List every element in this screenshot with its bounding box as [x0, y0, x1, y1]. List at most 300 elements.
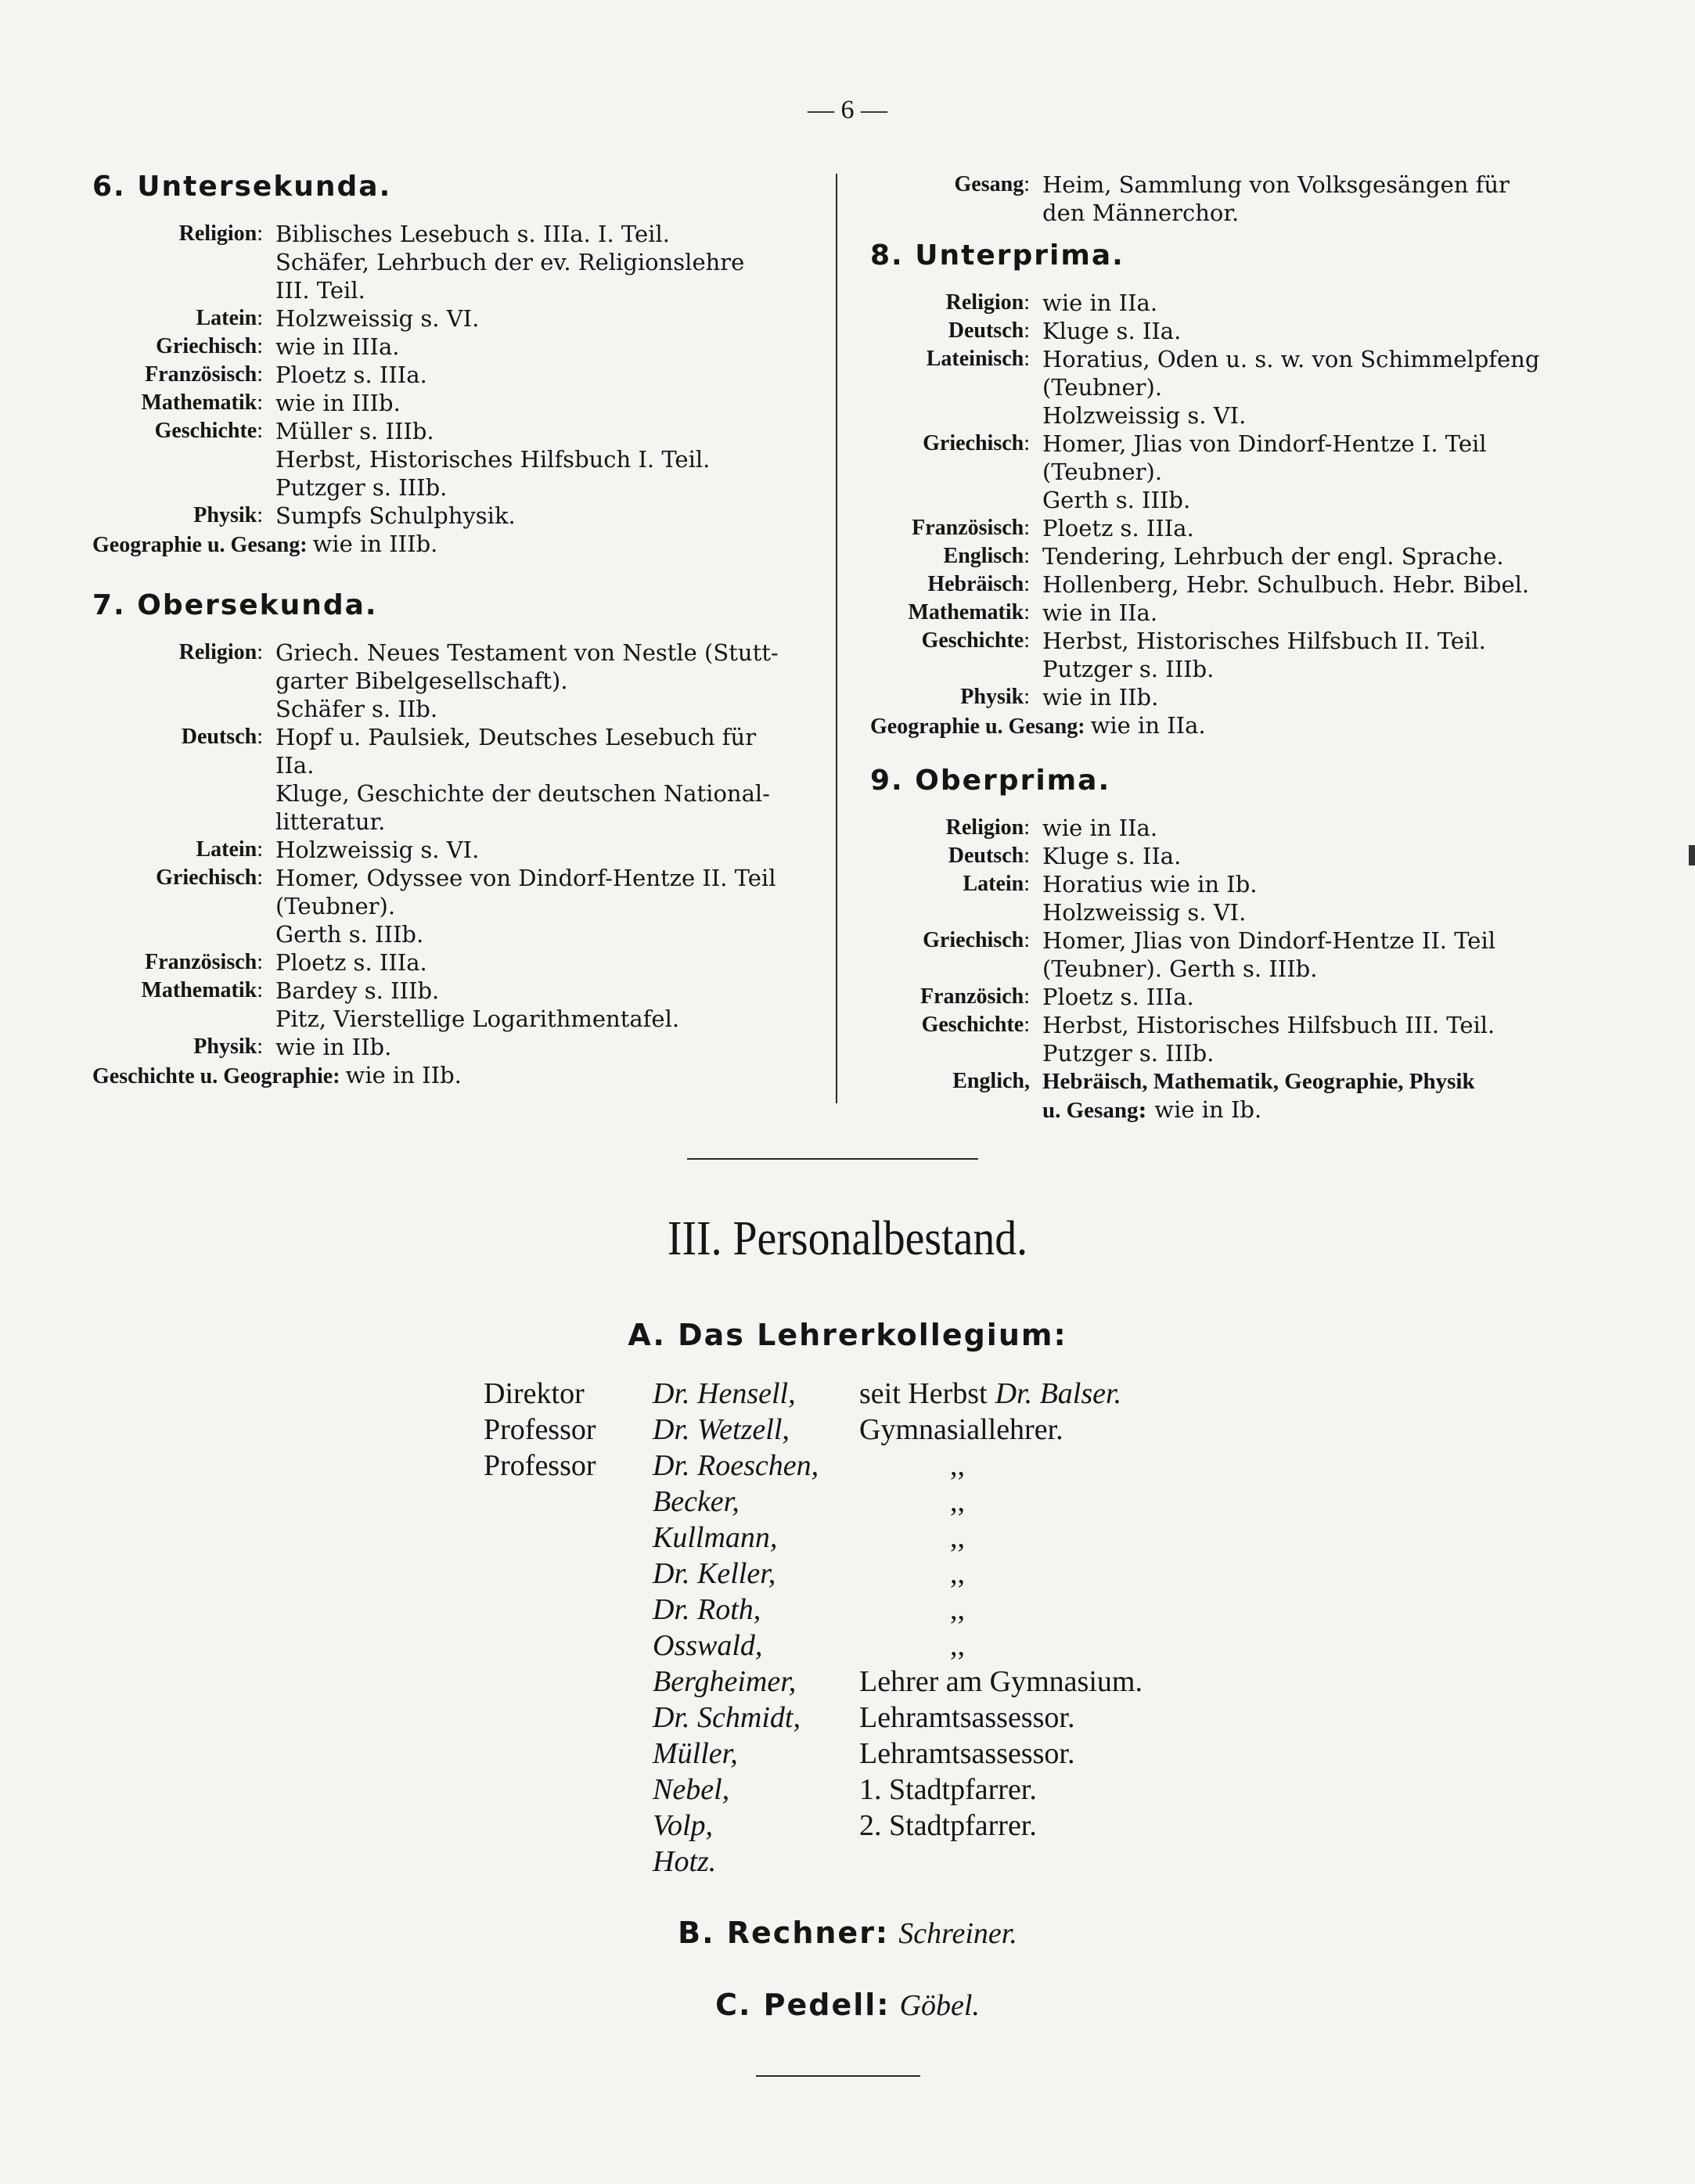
label-colon: :	[257, 306, 263, 330]
book-line: wie in IIa.	[1042, 599, 1158, 626]
subject-name: Geschichte u. Geographie	[92, 1064, 333, 1088]
staff-row	[484, 1844, 1266, 1880]
label-colon: :	[1024, 347, 1030, 371]
staff-row	[484, 1412, 1266, 1448]
subject-name: Hebräisch, Mathematik, Geographie, Physik	[1042, 1069, 1475, 1094]
label-colon: :	[257, 950, 263, 974]
book-entry	[92, 1033, 820, 1061]
rechner-label: B. Rechner:	[678, 1916, 890, 1950]
book-text	[263, 864, 820, 948]
subject-name: Deutsch	[948, 844, 1024, 868]
subject-label	[92, 836, 263, 864]
book-line: litteratur.	[275, 808, 386, 835]
book-entry	[870, 599, 1590, 627]
staff-note	[848, 1628, 867, 1664]
subject-name: Französisch	[145, 950, 257, 974]
book-line: wie in IIb.	[1042, 684, 1159, 711]
staff-role: Professor	[484, 1449, 596, 1482]
closing-entry	[870, 711, 1590, 741]
book-line: wie in IIb.	[275, 1034, 392, 1060]
subject-label	[870, 570, 1030, 599]
edge-mark	[1689, 845, 1695, 865]
staff-note-text: Lehramtsassessor.	[859, 1701, 1075, 1734]
book-text	[1030, 171, 1590, 227]
book-line: wie in IIa.	[1042, 290, 1158, 316]
book-entry	[870, 570, 1590, 599]
label-colon: :	[1024, 872, 1030, 896]
label-colon: :	[257, 390, 263, 415]
subject-name: Latein	[196, 837, 257, 862]
book-text	[1030, 430, 1590, 514]
subject-label	[870, 870, 1030, 926]
staff-name: Nebel,	[653, 1773, 730, 1806]
subject-name: Gesang	[954, 172, 1024, 196]
staff-note	[848, 1808, 1045, 1844]
book-text	[1030, 842, 1590, 870]
book-line: Homer, Jlias von Dindorf-Hentze II. Teil	[1042, 927, 1496, 954]
subject-label	[92, 304, 263, 333]
subject-name: Religion	[178, 640, 257, 664]
staff-role	[484, 1664, 640, 1700]
book-text: wie in IIa.	[1090, 712, 1206, 739]
label-colon: :	[1024, 600, 1030, 624]
book-entry	[870, 870, 1590, 926]
label-colon: :	[1024, 984, 1030, 1009]
book-line: Holzweissig s. VI.	[1042, 402, 1247, 429]
right-column	[870, 171, 1590, 1124]
book-entry	[870, 842, 1590, 870]
book-line: Homer, Odyssee von Dindorf-Hentze II. Teil	[275, 865, 776, 891]
subject-label	[870, 171, 1030, 227]
label-colon: :	[257, 725, 263, 749]
staff-role	[484, 1700, 640, 1736]
ditto-mark: ,,	[950, 1521, 965, 1554]
book-entry	[870, 542, 1590, 570]
staff-note	[848, 1376, 1121, 1412]
closing-entry	[92, 1061, 820, 1091]
book-entry	[870, 926, 1590, 983]
label-colon: :	[1024, 516, 1030, 540]
staff-name: Kullmann,	[653, 1521, 778, 1554]
book-text	[1030, 599, 1590, 627]
section-heading: 6. Untersekunda.	[92, 171, 392, 203]
book-entry	[92, 220, 820, 304]
book-line: Gerth s. IIIb.	[1042, 487, 1191, 513]
staff-note-text: Gymnasiallehrer.	[859, 1413, 1063, 1446]
staff-note-text: seit Herbst	[859, 1377, 988, 1410]
book-line: Herbst, Historisches Hilfsbuch II. Teil.	[1042, 628, 1486, 654]
book-text: wie in IIb.	[345, 1062, 462, 1088]
staff-heading	[0, 1318, 1695, 1352]
staff-name: Becker,	[653, 1485, 740, 1518]
subject-name: Griechisch	[156, 865, 257, 890]
staff-row	[484, 1664, 1266, 1700]
subject-name: Französich	[920, 984, 1024, 1009]
book-text	[263, 502, 820, 530]
book-text	[1030, 570, 1590, 599]
staff-name: Dr. Hensell,	[653, 1377, 796, 1410]
subject-label	[92, 1033, 263, 1061]
staff-note	[848, 1592, 867, 1628]
staff-note	[848, 1556, 867, 1592]
label-colon: :	[257, 978, 263, 1002]
book-text	[1030, 542, 1590, 570]
book-line: IIa.	[275, 752, 315, 779]
label-colon: :	[300, 533, 313, 557]
subject-label	[92, 864, 263, 948]
label-colon: :	[1024, 572, 1030, 596]
book-entry	[92, 639, 820, 723]
staff-note	[848, 1700, 1082, 1736]
staff-row	[484, 1376, 1266, 1412]
subject-label	[870, 345, 1030, 430]
book-entry	[92, 333, 820, 361]
subject-label	[870, 814, 1030, 842]
section-rule	[687, 1158, 978, 1160]
book-text	[1030, 514, 1590, 542]
book-line: Ploetz s. IIIa.	[275, 362, 427, 388]
book-line: Schäfer s. IIb.	[275, 696, 438, 722]
ditto-mark: ,,	[950, 1593, 965, 1626]
staff-row	[484, 1484, 1266, 1520]
subject-label	[870, 599, 1030, 627]
staff-row	[484, 1808, 1266, 1844]
book-line: Sumpfs Schulphysik.	[275, 502, 516, 529]
book-text	[263, 389, 820, 417]
staff-row	[484, 1736, 1266, 1772]
book-text	[263, 977, 820, 1033]
book-line: Holzweissig s. VI.	[275, 305, 480, 332]
book-text	[263, 723, 820, 836]
book-text	[1030, 983, 1590, 1011]
staff-note-text: Lehrer am Gymnasium.	[859, 1665, 1143, 1698]
book-entry	[92, 502, 820, 530]
book-line: wie in IIa.	[1042, 815, 1158, 841]
book-text	[263, 361, 820, 389]
book-line: Gerth s. IIIb.	[275, 921, 424, 948]
staff-note	[848, 1412, 1071, 1448]
ditto-mark: ,,	[950, 1629, 965, 1662]
subject-label	[870, 542, 1030, 570]
book-text	[1030, 926, 1590, 983]
book-entry	[92, 836, 820, 864]
staff-row	[484, 1448, 1266, 1484]
part-title: III. Personalbestand.	[667, 1212, 1028, 1265]
staff-role: Direktor	[484, 1377, 585, 1410]
book-entry	[870, 345, 1590, 430]
staff-note	[848, 1484, 867, 1520]
book-line: Biblisches Lesebuch s. IIIa. I. Teil.	[275, 221, 670, 247]
staff-note-text: 1. Stadtpfarrer.	[859, 1773, 1037, 1806]
staff-row	[484, 1556, 1266, 1592]
subject-label	[870, 289, 1030, 317]
subject-name: Deutsch	[948, 318, 1024, 343]
book-line: Kluge s. IIa.	[1042, 318, 1182, 344]
subject-label	[870, 926, 1030, 983]
staff-name: Dr. Roth,	[653, 1593, 761, 1626]
staff-name: Dr. Roeschen,	[653, 1449, 819, 1482]
book-line: Kluge, Geschichte der deutschen National-	[275, 780, 770, 807]
label-colon: :	[1024, 172, 1030, 196]
book-text	[1030, 1067, 1590, 1124]
label-colon: :	[1024, 685, 1030, 709]
book-line: (Teubner).	[1042, 459, 1163, 485]
section-heading: 8. Unterprima.	[870, 239, 1125, 272]
staff-name: Osswald,	[653, 1629, 763, 1662]
staff-role	[484, 1736, 640, 1772]
book-text	[263, 639, 820, 723]
staff-role	[484, 1484, 640, 1520]
book-line: Putzger s. IIIb.	[1042, 1040, 1215, 1067]
subject-name: Mathematik	[141, 978, 257, 1002]
subject-name: Religion	[178, 221, 257, 246]
pedell-line	[0, 1988, 1695, 2023]
book-line: Holzweissig s. VI.	[1042, 899, 1247, 926]
book-text	[263, 948, 820, 977]
subject-name: Physik	[960, 685, 1024, 709]
label-colon: :	[1024, 290, 1030, 315]
book-entry	[92, 723, 820, 836]
book-entry	[92, 948, 820, 977]
staff-row	[484, 1628, 1266, 1664]
label-colon: :	[257, 419, 263, 443]
book-line: Müller s. IIIb.	[275, 418, 434, 444]
closing-entry	[92, 530, 820, 559]
staff-note	[848, 1520, 867, 1556]
book-entry	[92, 304, 820, 333]
book-text	[1030, 870, 1590, 926]
book-line: Putzger s. IIIb.	[1042, 656, 1215, 682]
book-text	[263, 333, 820, 361]
subject-name: Hebräisch	[927, 572, 1024, 596]
subject-name: Griechisch	[156, 334, 257, 358]
book-line: Herbst, Historisches Hilfsbuch III. Teil.	[1042, 1012, 1495, 1038]
book-line: Hollenberg, Hebr. Schulbuch. Hebr. Bibel.	[1042, 571, 1530, 598]
page-number: — 6 —	[808, 95, 887, 124]
book-line: Tendering, Lehrbuch der engl. Sprache.	[1042, 543, 1504, 570]
book-entry	[870, 171, 1590, 227]
book-entry	[92, 417, 820, 502]
staff-role	[484, 1520, 640, 1556]
book-text	[263, 304, 820, 333]
book-line: Heim, Sammlung von Volksgesängen für	[1042, 171, 1510, 198]
label-colon: :	[257, 362, 263, 387]
rechner-line	[0, 1916, 1695, 1951]
staff-note	[848, 1448, 867, 1484]
subject-label	[870, 430, 1030, 514]
subject-label	[92, 977, 263, 1033]
label-colon: :	[1024, 844, 1030, 868]
closing-entry	[870, 1067, 1590, 1124]
staff-note	[848, 1736, 1082, 1772]
label-colon: :	[1024, 431, 1030, 455]
book-entry	[870, 983, 1590, 1011]
label-colon: :	[333, 1064, 346, 1088]
subject-name: Geschichte	[921, 1013, 1024, 1037]
subject-label	[870, 1011, 1030, 1067]
book-line: Bardey s. IIIb.	[275, 977, 440, 1004]
book-line: III. Teil.	[275, 277, 365, 304]
subject-name: Geschichte	[921, 628, 1024, 653]
subject-label	[92, 361, 263, 389]
label-colon: :	[257, 865, 263, 890]
staff-note-text: 2. Stadtpfarrer.	[859, 1809, 1037, 1842]
subject-name: Lateinisch	[926, 347, 1024, 371]
book-text: wie in IIIb.	[312, 531, 438, 557]
ditto-mark: ,,	[950, 1557, 965, 1590]
subject-name: Griechisch	[923, 928, 1024, 952]
book-line: Schäfer, Lehrbuch der ev. Religionslehre	[275, 249, 745, 275]
staff-row	[484, 1700, 1266, 1736]
label-colon: :	[1024, 815, 1030, 840]
subject-name: Religion	[945, 815, 1024, 840]
book-line: Griech. Neues Testament von Nestle (Stutt-	[275, 639, 779, 666]
subject-label	[870, 842, 1030, 870]
book-line: Ploetz s. IIIa.	[1042, 515, 1194, 542]
subject-name: Mathematik	[141, 390, 257, 415]
staff-note-italic: Dr. Balser.	[995, 1377, 1122, 1410]
staff-name: Dr. Keller,	[653, 1557, 776, 1590]
book-entry	[870, 627, 1590, 683]
book-line: Ploetz s. IIIa.	[1042, 984, 1194, 1010]
book-text: wie in Ib.	[1154, 1096, 1262, 1123]
book-text	[1030, 317, 1590, 345]
book-entry	[92, 389, 820, 417]
book-text	[263, 1033, 820, 1061]
book-entry	[92, 864, 820, 948]
staff-note	[848, 1772, 1045, 1808]
subject-name: Geographie u. Gesang	[92, 533, 300, 557]
subject-label	[870, 983, 1030, 1011]
staff-name: Bergheimer,	[653, 1665, 797, 1698]
book-text	[263, 220, 820, 304]
staff-name: Hotz.	[653, 1845, 717, 1878]
subject-name: Englisch	[943, 544, 1024, 568]
book-text	[1030, 1011, 1590, 1067]
book-line: Putzger s. IIIb.	[275, 474, 448, 501]
book-text	[1030, 627, 1590, 683]
book-text	[1030, 289, 1590, 317]
staff-row	[484, 1592, 1266, 1628]
subject-name: Deutsch	[181, 725, 257, 749]
subject-label	[92, 389, 263, 417]
section-heading: 9. Oberprima.	[870, 765, 1111, 797]
subject-name: Geschichte	[154, 419, 257, 443]
label-colon: :	[1024, 318, 1030, 343]
book-text	[1030, 345, 1590, 430]
pedell-label: C. Pedell:	[715, 1988, 891, 2022]
book-line: Homer, Jlias von Dindorf-Hentze I. Teil	[1042, 430, 1487, 457]
subject-name: u. Gesang	[1042, 1098, 1139, 1123]
book-line: wie in IIIa.	[275, 333, 400, 360]
book-entry	[92, 361, 820, 389]
book-line: (Teubner). Gerth s. IIIb.	[1042, 955, 1318, 982]
subject-label	[870, 514, 1030, 542]
label-colon: :	[1024, 628, 1030, 653]
label-colon: :	[257, 221, 263, 246]
book-line: garter Bibelgesellschaft).	[275, 667, 568, 694]
label-colon: :	[257, 640, 263, 664]
label-colon: :	[1024, 1013, 1030, 1037]
subject-label	[870, 683, 1030, 711]
book-line: den Männerchor.	[1042, 200, 1240, 226]
subject-name: Physik	[193, 1034, 257, 1059]
label-colon: :	[257, 334, 263, 358]
staff-list	[484, 1376, 1266, 1880]
subject-name: Französisch	[145, 362, 257, 387]
subject-label	[92, 723, 263, 836]
staff-role	[484, 1592, 640, 1628]
closing-rule	[756, 2075, 920, 2077]
column-divider	[836, 174, 837, 1103]
subject-name: Mathematik	[908, 600, 1024, 624]
subject-name: Französisch	[912, 516, 1024, 540]
subject-label	[92, 333, 263, 361]
staff-note	[848, 1664, 1150, 1700]
subject-name: Griechisch	[923, 431, 1024, 455]
staff-note	[848, 1844, 867, 1880]
book-entry	[870, 430, 1590, 514]
left-column	[92, 171, 820, 1091]
staff-role	[484, 1556, 640, 1592]
subject-name: Physik	[193, 503, 257, 527]
book-line: Horatius, Oden u. s. w. von Schimmelpfeng	[1042, 346, 1540, 372]
label-colon: :	[1138, 1096, 1155, 1123]
staff-row	[484, 1772, 1266, 1808]
label-colon: :	[1078, 714, 1091, 739]
staff-name: Müller,	[653, 1737, 738, 1770]
book-line: Holzweissig s. VI.	[275, 837, 480, 863]
staff-role	[484, 1844, 640, 1880]
subject-label	[870, 627, 1030, 683]
subject-label	[870, 317, 1030, 345]
section-heading: 7. Obersekunda.	[92, 589, 378, 621]
book-line: Herbst, Historisches Hilfsbuch I. Teil.	[275, 446, 711, 473]
staff-role	[484, 1628, 640, 1664]
staff-row	[484, 1520, 1266, 1556]
staff-name: Dr. Wetzell,	[653, 1413, 790, 1446]
book-entry	[870, 1011, 1590, 1067]
subject-label	[92, 502, 263, 530]
book-text	[1030, 683, 1590, 711]
subject-label	[92, 948, 263, 977]
subject-name: Geographie u. Gesang	[870, 714, 1078, 739]
book-line: Hopf u. Paulsiek, Deutsches Lesebuch für	[275, 724, 757, 750]
book-line: (Teubner).	[1042, 374, 1163, 401]
book-text	[1030, 814, 1590, 842]
subject-name: Religion	[945, 290, 1024, 315]
subject-label	[92, 639, 263, 723]
staff-heading-text: A. Das Lehrerkollegium:	[628, 1318, 1067, 1352]
subject-name: Latein	[196, 306, 257, 330]
subject-label: Englich,	[952, 1069, 1030, 1093]
book-line: Ploetz s. IIIa.	[275, 949, 427, 976]
staff-note-text: Lehramtsassessor.	[859, 1737, 1075, 1770]
ditto-mark: ,,	[950, 1485, 965, 1518]
book-entry	[870, 514, 1590, 542]
book-line: Kluge s. IIa.	[1042, 843, 1182, 869]
rechner-name: Schreiner.	[898, 1917, 1017, 1950]
subject-label	[92, 417, 263, 502]
book-entry	[870, 289, 1590, 317]
label-colon: :	[257, 837, 263, 862]
book-line: wie in IIIb.	[275, 390, 401, 416]
staff-name: Dr. Schmidt,	[653, 1701, 801, 1734]
staff-role	[484, 1808, 640, 1844]
staff-role: Professor	[484, 1413, 596, 1446]
label-colon: :	[257, 1034, 263, 1059]
book-entry	[870, 814, 1590, 842]
